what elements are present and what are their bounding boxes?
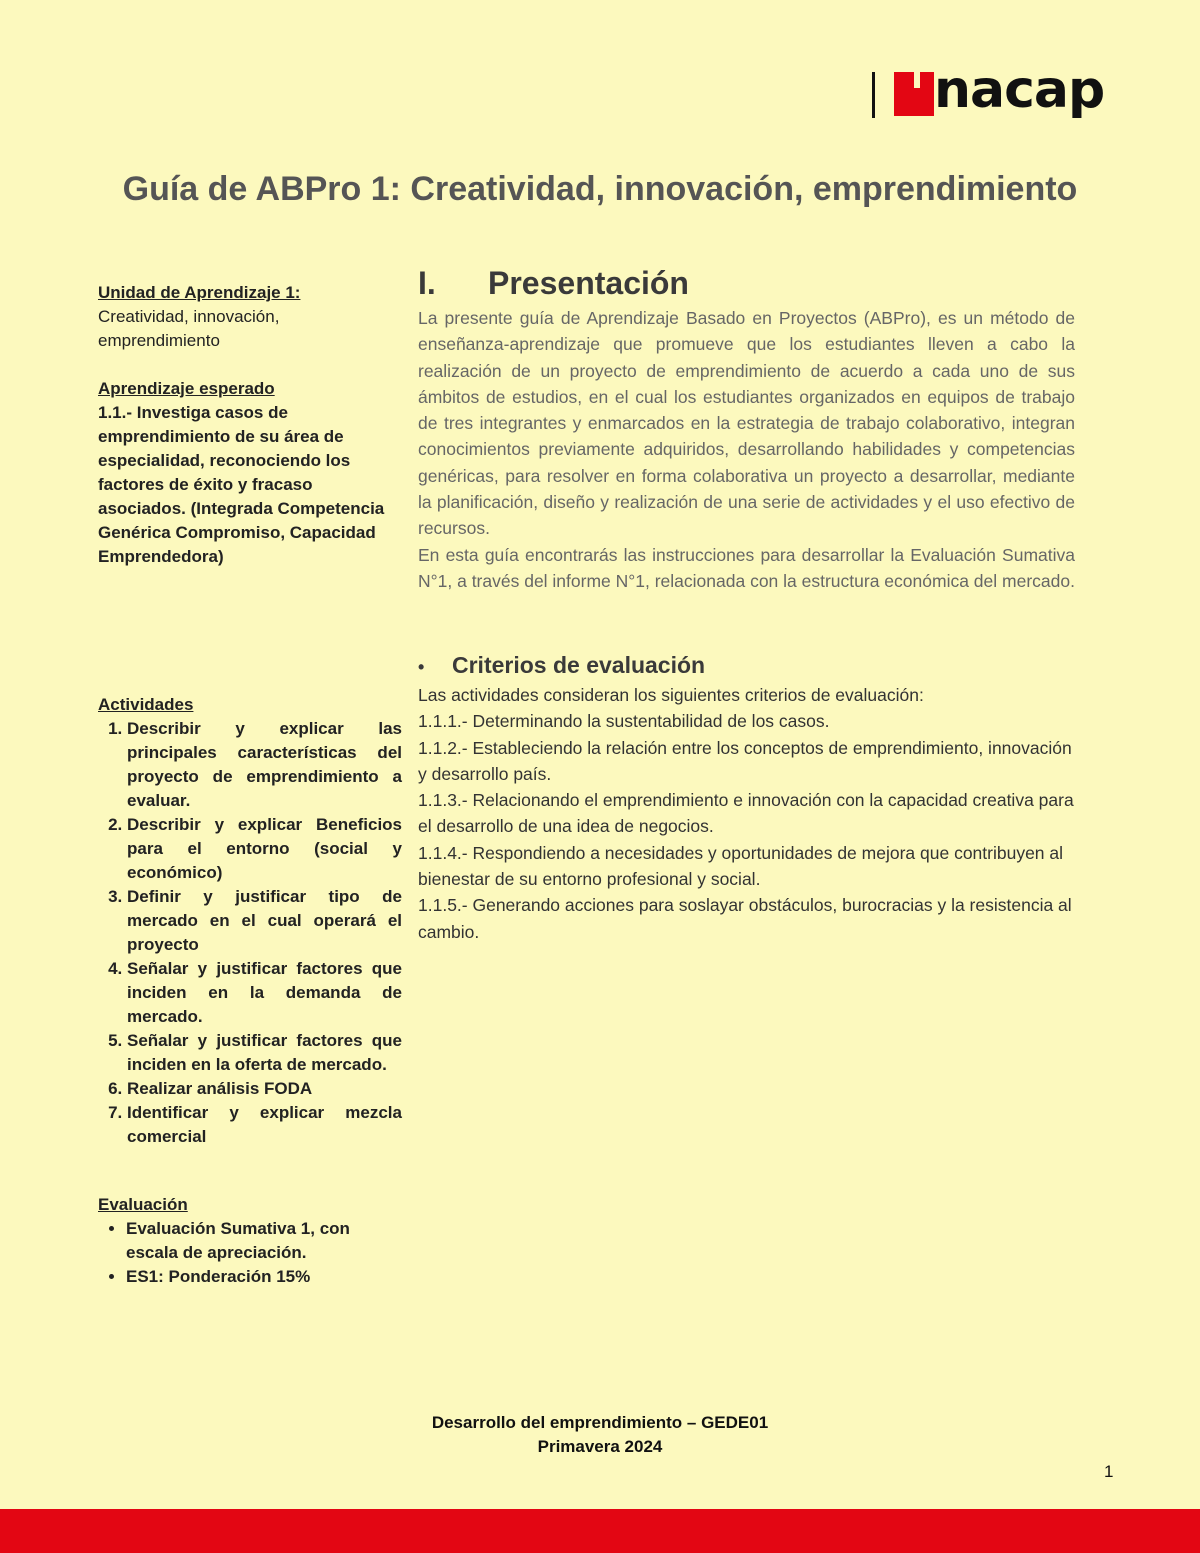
logo-divider: [872, 72, 875, 118]
presentation-paragraph: La presente guía de Aprendizaje Basado en Proyectos (ABPro), es un método de enseñanza-aprendizaje que promueve que los estudiantes lleven a cabo la realización de un proyecto de emprendimiento de acuerdo a cada uno de sus ámbitos de estudios, en el cual los estudiantes organizados en equipos de trabajo de tres integrantes y enmarcados en la estrategia de trabajo colaborativo, integran conocimientos previamente adquiridos, desarrollando habilidades y competencias genéricas, para resolver en forma colaborativa un proyecto a desarrollar, mediante la planificación, diseño y realización de una serie de actividades y el uso efectivo de recursos.: [418, 308, 1075, 539]
logo-mark-cut: [914, 72, 920, 88]
expected-learning-heading: Aprendizaje esperado: [98, 379, 275, 398]
presentation-paragraph: En esta guía encontrarás las instrucciones para desarrollar la Evaluación Sumativa N°1, a través del informe N°1, relacionada con la estructura económica del mercado.: [418, 544, 1075, 591]
activity-item: 5. Señalar y justificar factores que inciden en la oferta de mercado.: [127, 1029, 402, 1077]
criteria-item: 1.1.4.- Respondiendo a necesidades y oportunidades de mejora que contribuyen al bienestar de su entorno profesional y social.: [418, 842, 1064, 890]
activities-heading: Actividades: [98, 695, 194, 714]
criteria-item: 1.1.1.- Determinando la sustentabilidad de los casos.: [418, 711, 830, 732]
section-title: Presentación: [488, 265, 689, 301]
footer: [0, 1411, 1200, 1459]
bullet-icon: •: [418, 657, 425, 677]
footer-bar: [0, 1509, 1200, 1553]
learning-unit-text: Creatividad, innovación, emprendimiento: [98, 307, 280, 350]
evaluation-heading: Evaluación: [98, 1195, 188, 1214]
logo-wordmark: nacap: [934, 60, 1105, 120]
activities-list: [98, 717, 402, 1149]
activity-item: 6. Realizar análisis FODA: [127, 1077, 402, 1101]
activity-item: 7. Identificar y explicar mezcla comercial: [127, 1101, 402, 1149]
criteria-list: [418, 682, 1075, 945]
presentation-heading: [418, 264, 1075, 302]
activity-item: 2. Describir y explicar Beneficios para el entorno (social y económico): [127, 813, 402, 885]
page-title: Guía de ABPro 1: Creatividad, innovación, emprendimiento: [122, 170, 1078, 208]
evaluation-item: • ES1: Ponderación 15%: [126, 1265, 402, 1289]
criteria-item: 1.1.2.- Estableciendo la relación entre los conceptos de emprendimiento, innovación y desarrollo país.: [418, 737, 1072, 784]
section-number: I.: [418, 265, 436, 301]
activity-item: 1. Describir y explicar las principales características del proyecto de emprendimiento a evaluar.: [127, 717, 402, 813]
criteria-heading: [418, 650, 1075, 682]
activity-item: 3. Definir y justificar tipo de mercado en el cual operará el proyecto: [127, 885, 402, 957]
page-number: 1: [1104, 1462, 1114, 1481]
expected-learning: [98, 377, 402, 569]
criteria-title: Criterios de evaluación: [452, 652, 706, 678]
expected-learning-text: 1.1.- Investiga casos de emprendimiento de su área de especialidad, reconociendo los factores de éxito y fracaso asociados. (Integrada Competencia Genérica Compromiso, Capacidad Emprendedora): [98, 403, 385, 566]
evaluation: [98, 1193, 402, 1289]
criteria-item: 1.1.3.- Relacionando el emprendimiento e innovación con la capacidad creativa para el desarrollo de una idea de negocios.: [418, 790, 1074, 837]
activities: [98, 693, 402, 1149]
criteria-item: 1.1.5.- Generando acciones para soslayar obstáculos, burocracias y la resistencia al cambio.: [418, 895, 1072, 942]
presentation-body: [418, 305, 1075, 594]
evaluation-item: • Evaluación Sumativa 1, con escala de apreciación.: [126, 1217, 402, 1265]
evaluation-list: [98, 1217, 402, 1289]
learning-unit-heading: Unidad de Aprendizaje 1:: [98, 283, 301, 302]
learning-unit: [98, 281, 402, 353]
inacap-logo: [872, 60, 1112, 132]
footer-course: Desarrollo del emprendimiento – GEDE01: [431, 1413, 769, 1432]
activity-item: 4. Señalar y justificar factores que inciden en la demanda de mercado.: [127, 957, 402, 1029]
criteria-intro: Las actividades consideran los siguientes criterios de evaluación:: [418, 685, 924, 705]
footer-term: Primavera 2024: [537, 1437, 663, 1456]
